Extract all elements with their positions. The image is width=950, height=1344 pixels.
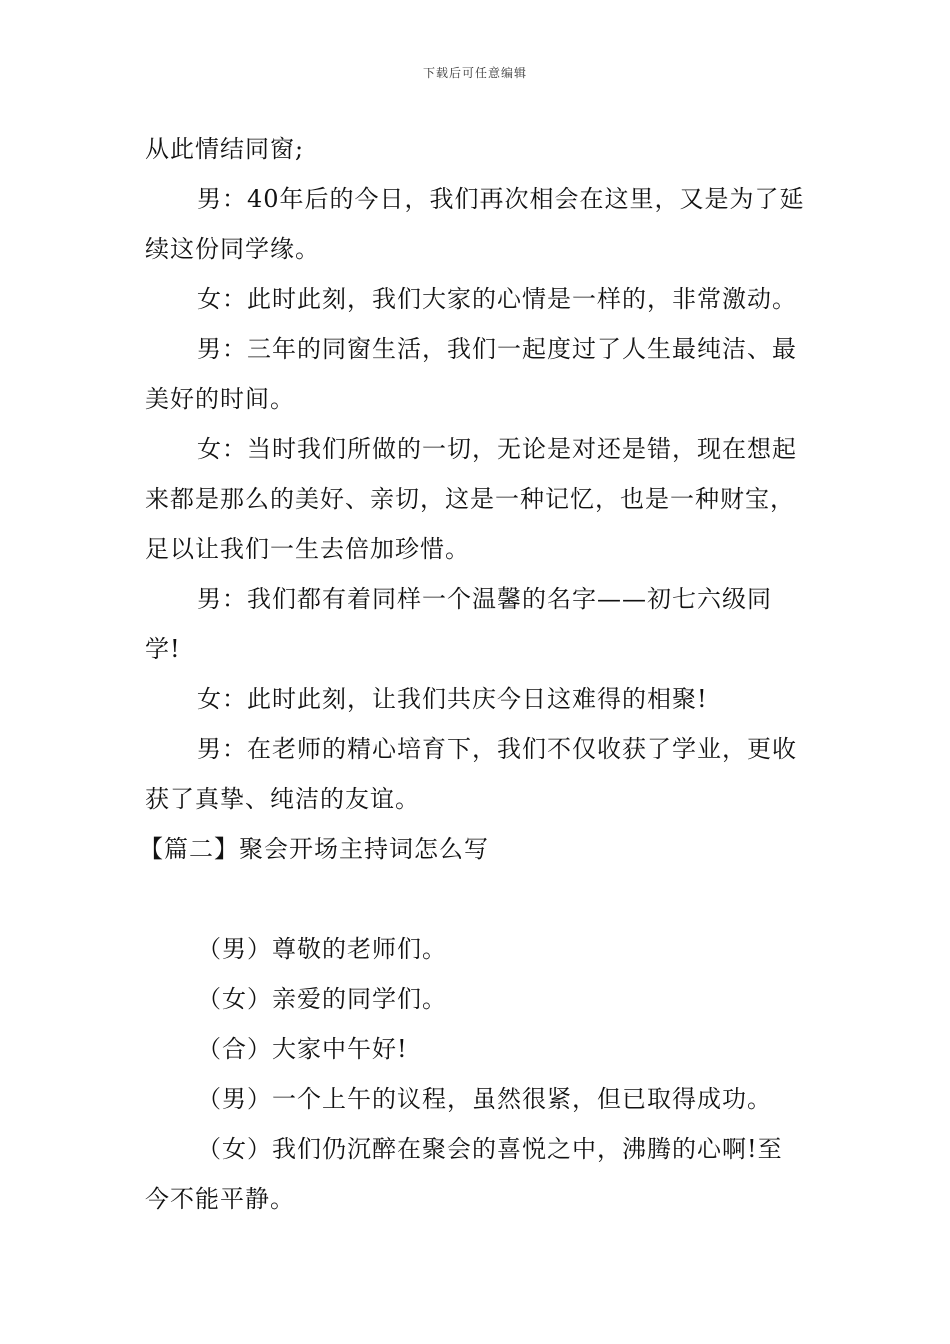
paragraph: （女）我们仍沉醉在聚会的喜悦之中，沸腾的心啊!至今不能平静。 [145, 1135, 783, 1213]
section-title: 【篇二】聚会开场主持词怎么写 [139, 835, 489, 863]
page-header: 下载后可任意编辑 [422, 66, 527, 80]
paragraph: 男：40年后的今日，我们再次相会在这里，又是为了延续这份同学缘。 [145, 185, 805, 263]
blank-line [145, 874, 807, 924]
paragraph: （男）一个上午的议程，虽然很紧，但已取得成功。 [197, 1085, 772, 1113]
document-body [139, 124, 807, 1224]
paragraph: （合）大家中午好! [197, 1035, 408, 1063]
paragraph: 女：此时此刻，我们大家的心情是一样的，非常激动。 [197, 285, 797, 313]
paragraph: 女：当时我们所做的一切，无论是对还是错，现在想起来都是那么的美好、亲切，这是一种记忆，也是一种财宝，足以让我们一生去倍加珍惜。 [145, 435, 797, 563]
paragraph: 女：此时此刻，让我们共庆今日这难得的相聚! [197, 685, 708, 713]
paragraph: （男）尊敬的老师们。 [197, 935, 447, 963]
paragraph: （女）亲爱的同学们。 [197, 985, 447, 1013]
paragraph: 男：我们都有着同样一个温馨的名字——初七六级同学! [145, 585, 772, 663]
paragraph: 从此情结同窗; [145, 135, 305, 163]
paragraph: 男：三年的同窗生活，我们一起度过了人生最纯洁、最美好的时间。 [145, 335, 797, 413]
paragraph: 男：在老师的精心培育下，我们不仅收获了学业，更收获了真挚、纯洁的友谊。 [145, 735, 797, 813]
